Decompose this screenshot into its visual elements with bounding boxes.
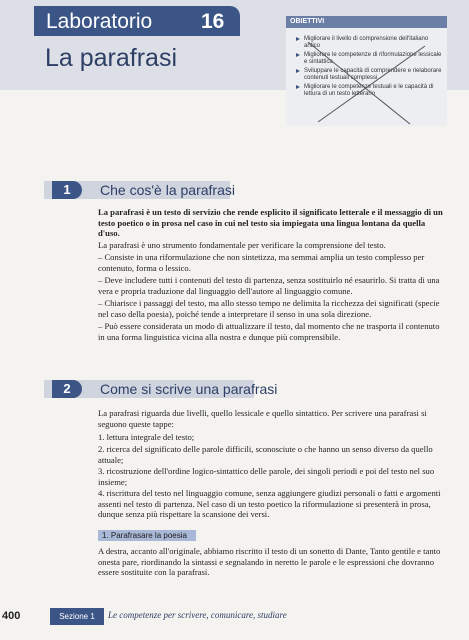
page-title: La parafrasi [45, 44, 178, 72]
section1-bullet: – Chiarisce i passaggi del testo, ma allo stesso tempo ne delimita la ricchezza dei significati (specie nel caso della poesia), poiché tende a interpretare il senso in una sola direzione. [98, 298, 440, 319]
objective-item: Sviluppare le capacità di comprendere e rielaborare contenuti testuali complessi [296, 68, 442, 82]
subsection-text: A destra, accanto all'originale, abbiamo riscritto il testo di un sonetto di Dante, Tanto gentile e tanto onesta pare, riordinando la sintassi e segnalando in neretto le parole e le espressioni che dovranno essere sostituite con la parafrasi. [98, 546, 441, 578]
section2-step: 3. ricostruzione dell'ordine logico-sintattico delle parole, dei singoli periodi e poi del testo nel suo insieme; [98, 466, 435, 487]
lab-title-band [34, 6, 240, 36]
section2-title: Come si scrive una parafrasi [100, 381, 278, 397]
subsection-heading: 1. Parafrasare la poesia [98, 530, 196, 541]
section1-intro: La parafrasi è uno strumento fondamentale per verificare la comprensione del testo. [98, 240, 386, 250]
section-badge: Sezione 1 [50, 608, 104, 625]
section1-bullet: – Consiste in una riformulazione che non sintetizza, ma semmai amplia un testo complesso per contenuto, forma o lessico. [98, 252, 425, 273]
footer [0, 600, 469, 640]
section1-number: 1 [52, 181, 82, 199]
section2-number: 2 [52, 380, 82, 398]
section1-definition: La parafrasi è un testo di servizio che rende esplicito il significato letterale e il messaggio di un testo poetico o in prosa nel caso in cui nel testo sia impiegata una lingua lontana da quella d'uso. [98, 207, 443, 239]
footer-title: Le competenze per scrivere, comunicare, studiare [108, 610, 287, 620]
section2-step: 1. lettura integrale del testo; [98, 432, 195, 442]
objectives-heading: OBIETTIVI [286, 16, 447, 28]
objective-item: Migliorare le competenze testuali e le capacità di lettura di un testo letterario [296, 84, 442, 98]
page-number: 400 [2, 610, 21, 622]
section1-bullet: – Può essere considerata un modo di attualizzare il testo, dal momento che ne trasporta il contenuto in una forma linguistica vicina alla nostra e dunque più comprensibile. [98, 321, 440, 342]
section2-step: 2. ricerca del significato delle parole difficili, sconosciute o che hanno un senso diverso da quello attuale; [98, 444, 433, 465]
section2-intro: La parafrasi riguarda due livelli, quello lessicale e quello sintattico. Per scrivere una parafrasi si seguono queste tappe: [98, 408, 427, 429]
objective-item: Migliorare il livello di comprensione dell'italiano antico [296, 36, 442, 50]
lab-label: Laboratorio [46, 10, 153, 33]
lab-number: 16 [201, 10, 225, 33]
section1-title: Che cos'è la parafrasi [100, 182, 235, 198]
pencil-cross-mark [290, 38, 440, 126]
section2-step: 4. riscrittura del testo nel linguaggio comune, senza aggiungere giudizi personali o fatti e argomenti assenti nel testo di partenza. Nel caso di un testo poetico la riformulazione si presenterà in prosa, dunque senza più rispettare la scansione dei versi. [98, 488, 441, 520]
section1-bullet: – Deve includere tutti i contenuti del testo di partenza, senza sostituirlo né esaurirlo. Si tratta di una vera e propria traduzione dal linguaggio dell'autore al linguaggio comune. [98, 275, 440, 296]
objective-item: Migliorare le competenze di riformulazione lessicale e sintattica [296, 52, 442, 66]
